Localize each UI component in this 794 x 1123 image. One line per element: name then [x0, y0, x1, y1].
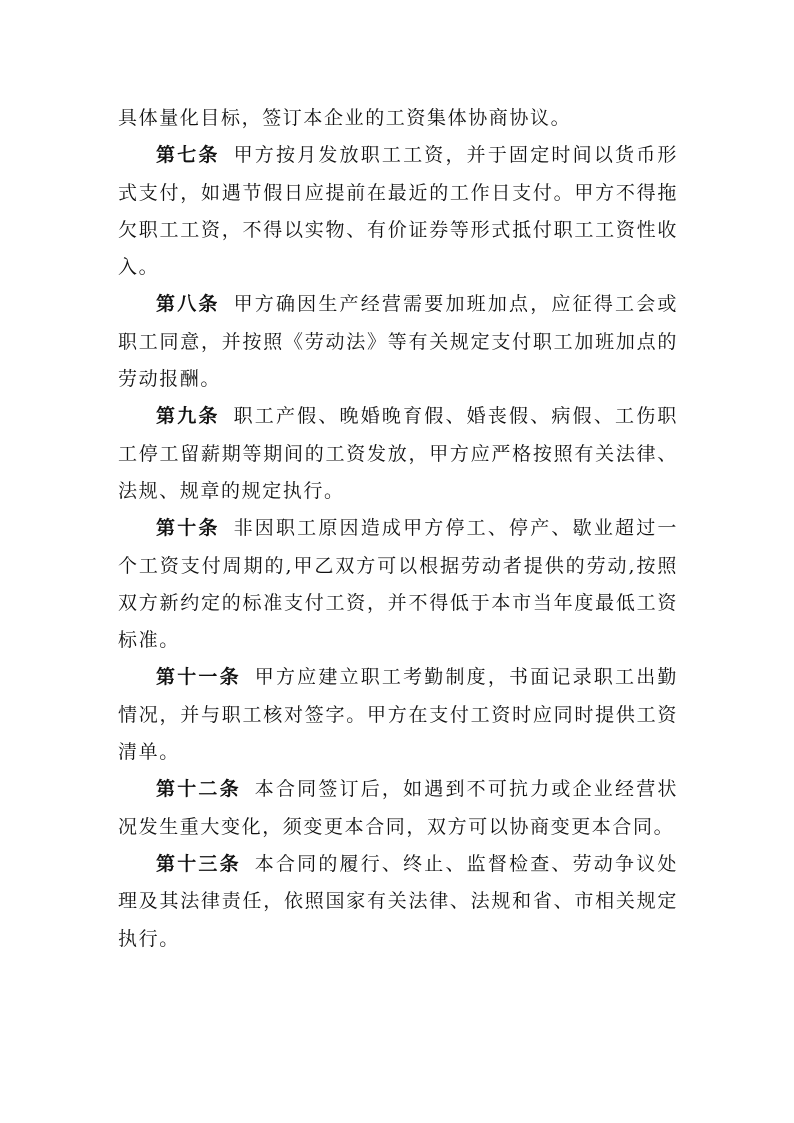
article-title: 第九条: [156, 405, 220, 428]
article-text: 职工产假、晚婚晚育假、婚丧假、病假、工伤职工停工留薪期等期间的工资发放，甲方应严格按照有关法律、法规、规章的规定执行。: [118, 405, 678, 502]
article-text: 甲方按月发放职工工资，并于固定时间以货币形式支付，如遇节假日应提前在最近的工作日支付。甲方不得拖欠职工工资，不得以实物、有价证券等形式抵付职工工资性收入。: [118, 144, 678, 279]
article-text: 本合同的履行、终止、监督检查、劳动争议处理及其法律责任，依照国家有关法律、法规和省、市相关规定执行。: [118, 852, 678, 950]
intro-paragraph: 具体量化目标，签订本企业的工资集体协商协议。: [118, 107, 572, 129]
article-title: 第七条: [156, 144, 220, 167]
article-7: [118, 137, 678, 286]
article-text: 本合同签订后，如遇到不可抗力或企业经营状况发生重大变化，须变更本合同，双方可以协商变更本合同。: [118, 778, 678, 838]
article-title: 第十二条: [156, 778, 241, 801]
document-page: [118, 100, 678, 958]
article-13: [118, 846, 678, 958]
article-text: 非因职工原因造成甲方停工、停产、歇业超过一个工资支付周期的,甲乙双方可以根据劳动者提供的劳动,按照双方新约定的标准支付工资，并不得低于本市当年度最低工资标准。: [118, 517, 678, 652]
article-11: [118, 659, 678, 771]
article-title: 第十三条: [156, 852, 241, 875]
article-title: 第八条: [156, 293, 220, 316]
article-12: [118, 771, 678, 846]
article-title: 第十条: [156, 517, 220, 540]
article-title: 第十一条: [156, 666, 241, 689]
article-10: [118, 510, 678, 659]
article-text: 甲方应建立职工考勤制度，书面记录职工出勤情况，并与职工核对签字。甲方在支付工资时应同时提供工资清单。: [118, 666, 678, 764]
article-9: [118, 398, 678, 510]
article-text: 甲方确因生产经营需要加班加点，应征得工会或职工同意，并按照《劳动法》等有关规定支付职工加班加点的劳动报酬。: [118, 293, 678, 391]
article-8: [118, 286, 678, 398]
